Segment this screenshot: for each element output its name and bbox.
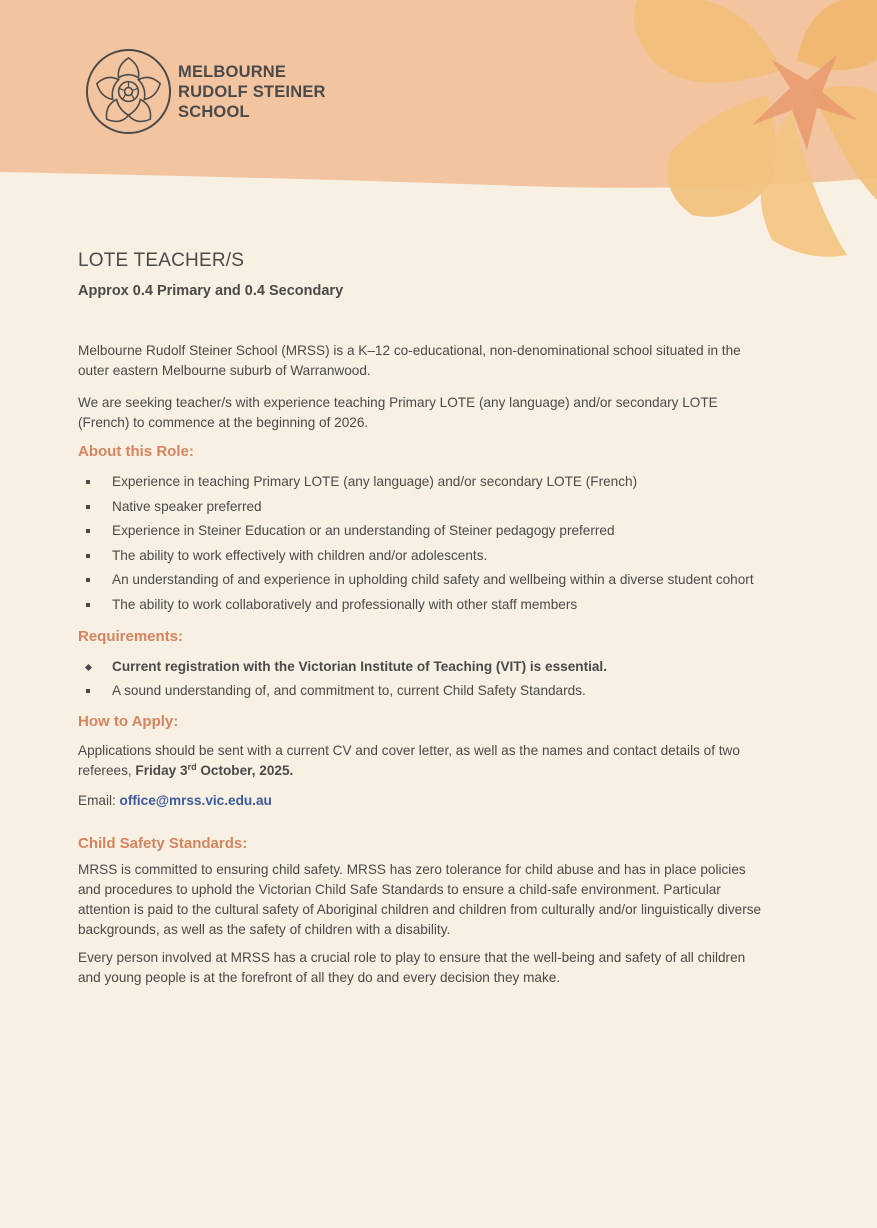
list-item-text: The ability to work collaboratively and professionally with other staff members [112,596,578,612]
bullet-icon [86,529,90,533]
deadline-rest: October, 2025. [196,763,294,779]
bullet-icon [86,505,90,509]
list-item-text: Native speaker preferred [112,498,262,514]
requirements-list [78,657,768,701]
logo-line-2: RUDOLF STEINER [178,82,326,101]
job-ad-content [78,250,768,988]
list-item [78,570,768,590]
list-item [78,681,768,701]
requirements-heading: Requirements: [78,627,184,645]
logo-line-3: SCHOOL [178,102,250,121]
list-item [78,497,768,517]
list-item [78,546,768,566]
list-item [78,521,768,541]
intro-paragraph: Melbourne Rudolf Steiner School (MRSS) is a K–12 co-educational, non-denominational school situated in the outer eastern Melbourne suburb of Warranwood. [78,343,741,378]
bullet-icon [86,578,90,582]
deadline-day: Friday 3 [135,763,188,779]
list-item-text: Current registration with the Victorian Institute of Teaching (VIT) is essential. [112,658,607,674]
diamond-bullet-icon [85,664,92,671]
list-item [78,657,768,677]
job-subtitle: Approx 0.4 Primary and 0.4 Secondary [78,283,344,299]
list-item-text: A sound understanding of, and commitment to, current Child Safety Standards. [112,683,586,699]
apply-text: Applications should be sent with a current CV and cover letter, as well as the names and contact details of two referees, [78,743,740,779]
apply-paragraph [78,741,768,781]
email-line [78,791,768,811]
rose-emblem-icon [85,48,172,135]
email-label: Email: [78,793,120,809]
list-item [78,472,768,492]
school-logo [85,48,326,135]
list-item-text: Experience in teaching Primary LOTE (any language) and/or secondary LOTE (French) [112,474,638,489]
bullet-icon [86,480,90,484]
bullet-icon [86,554,90,558]
how-to-apply-heading: How to Apply: [78,713,179,731]
list-item [78,595,768,615]
child-safety-paragraph-2: Every person involved at MRSS has a crucial role to play to ensure that the well-being and safety of all children and young people is at the forefront of all they do and every decision they make. [78,950,746,986]
about-heading: About this Role: [78,443,194,460]
logo-line-1: MELBOURNE [178,62,287,81]
list-item-text: An understanding of and experience in upholding child safety and wellbeing within a diverse student cohort [112,572,754,588]
email-link[interactable]: office@mrss.vic.edu.au [119,793,272,809]
flower-decoration-icon [632,0,877,260]
deadline [135,763,293,778]
seeking-paragraph: We are seeking teacher/s with experience teaching Primary LOTE (any language) and/or secondary LOTE (French) to commence at the beginning of 2026. [78,395,718,430]
logo-wordmark [178,62,326,122]
child-safety-paragraph-1: MRSS is committed to ensuring child safety. MRSS has zero tolerance for child abuse and has in place policies and procedures to uphold the Victorian Child Safe Standards to ensure a child-safe environment. Particular attention is paid to the cultural safety of Aboriginal children and children from culturally and/or linguistically diverse backgrounds, as well as the safety of children with a disability. [78,862,762,938]
about-list [78,472,768,615]
job-title: LOTE TEACHER/S [78,250,245,271]
child-safety-heading: Child Safety Standards: [78,835,248,853]
bullet-icon [86,603,90,607]
bullet-icon [86,689,90,693]
list-item-text: Experience in Steiner Education or an understanding of Steiner pedagogy preferred [112,523,615,539]
list-item-text: The ability to work effectively with children and/or adolescents. [112,547,488,563]
deadline-ordinal: rd [187,762,197,773]
